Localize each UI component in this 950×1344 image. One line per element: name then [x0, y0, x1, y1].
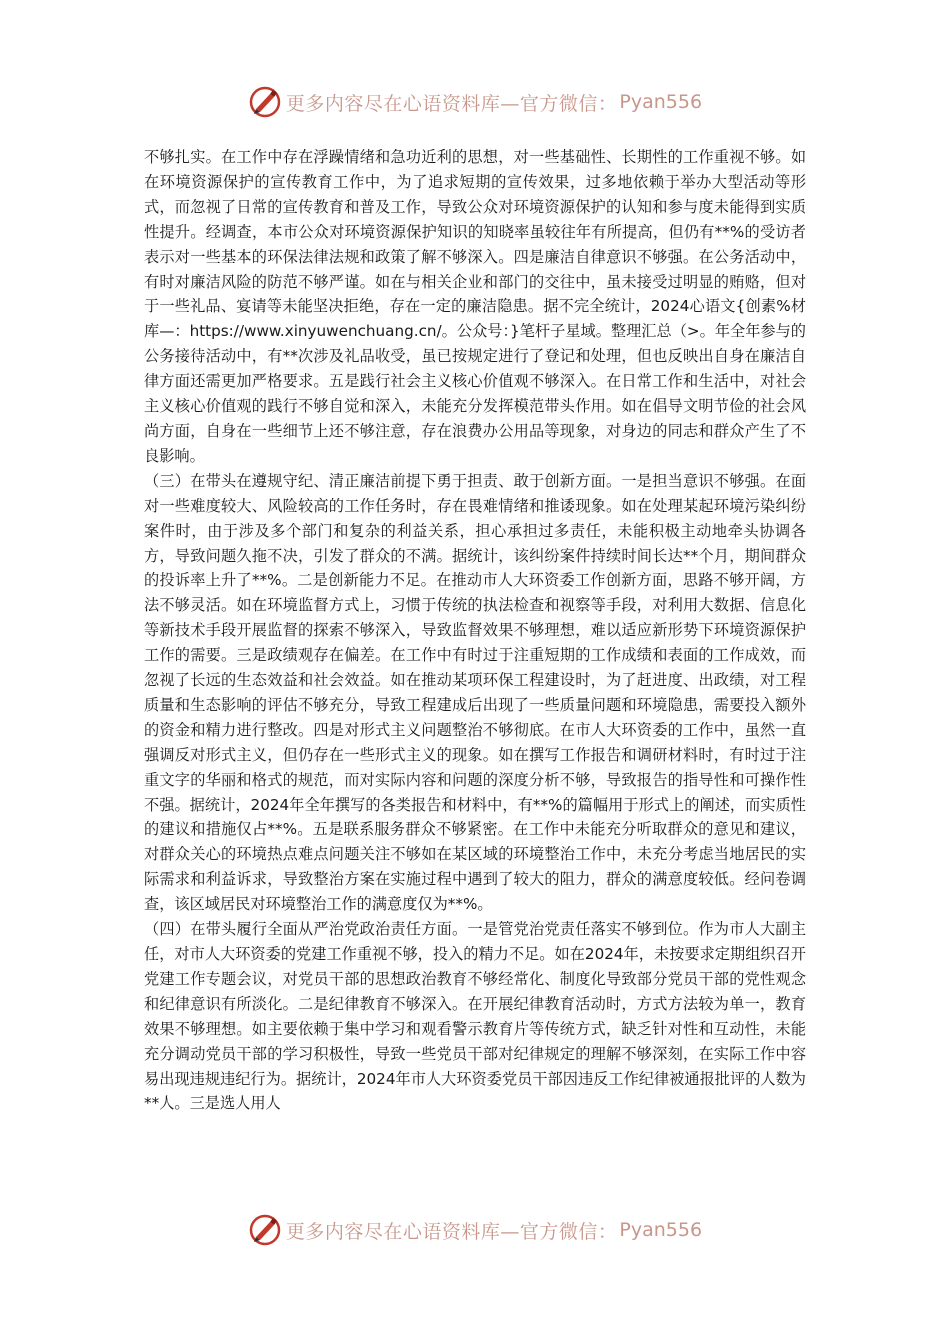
banner-text: 更多内容尽在心语资料库—官方微信： [285, 1220, 618, 1243]
paragraph: （四）在带头履行全面从严治党政治责任方面。一是管党治党责任落实不够到位。作为市人大副主任，对市人大环资委的党建工作重视不够，投入的精力不足。如在2024年，未按要求定期组织召开党建工作专题会议，对党员干部的思想政治教育不够经常化、制度化导致部分党员干部的党性观念和纪律意识有所淡化。二是纪律教育不够深入。在开展纪律教育活动时，方式方法较为单一，教育效果不够理想。如主要依赖于集中学习和观看警示教育片等传统方式，缺乏针对性和互动性，未能充分调动党员干部的学习积极性，导致一些党员干部对纪律规定的理解不够深刻，在实际工作中容易出现违规违纪行为。据统计，2024年市人大环资委党员干部因违反工作纪律被通报批评的人数为**人。三是选人用人 [144, 920, 806, 1113]
banner-text: 更多内容尽在心语资料库—官方微信： [285, 92, 618, 115]
banner-wechat-id: Pyan556 [619, 91, 703, 113]
banner-wechat-id: Pyan556 [619, 1219, 703, 1241]
pen-logo-icon [248, 85, 282, 119]
header-banner [0, 82, 950, 122]
paragraph: （三）在带头在遵规守纪、清正廉洁前提下勇于担责、敢于创新方面。一是担当意识不够强。在面对一些难度较大、风险较高的工作任务时，存在畏难情绪和推诿现象。如在处理某起环境污染纠纷案件时，由于涉及多个部门和复杂的利益关系，担心承担过多责任，未能积极主动地牵头协调各方，导致问题久拖不决，引发了群众的不满。据统计，该纠纷案件持续时间长达**个月，期间群众的投诉率上升了**%。二是创新能力不足。在推动市人大环资委工作创新方面，思路不够开阔，方法不够灵活。如在环境监督方式上，习惯于传统的执法检查和视察等手段，对利用大数据、信息化等新技术手段开展监督的探索不够深入，导致监督效果不够理想，难以适应新形势下环境资源保护工作的需要。三是政绩观存在偏差。在工作中有时过于注重短期的工作成绩和表面的工作成效，而忽视了长远的生态效益和社会效益。如在推动某项环保工程建设时，为了赶进度、出政绩，对工程质量和生态影响的评估不够充分，导致工程建成后出现了一些质量问题和环境隐患，需要投入额外的资金和精力进行整改。四是对形式主义问题整治不够彻底。在市人大环资委的工作中，虽然一直强调反对形式主义，但仍存在一些形式主义的现象。如在撰写工作报告和调研材料时，有时过于注重文字的华丽和格式的规范，而对实际内容和问题的深度分析不够，导致报告的指导性和可操作性不强。据统计，2024年全年撰写的各类报告和材料中，有**%的篇幅用于形式上的阐述，而实质性的建议和措施仅占**%。五是联系服务群众不够紧密。在工作中未能充分听取群众的意见和建议，对群众关心的环境热点难点问题关注不够如在某区域的环境整治工作中，未充分考虑当地居民的实际需求和利益诉求，导致整治方案在实施过程中遇到了较大的阻力，群众的满意度较低。经问卷调查，该区域居民对环境整治工作的满意度仅为**%。 [144, 471, 806, 914]
paragraph: 不够扎实。在工作中存在浮躁情绪和急功近利的思想，对一些基础性、长期性的工作重视不够。如在环境资源保护的宣传教育工作中，为了追求短期的宣传效果，过多地依赖于举办大型活动等形式，而忽视了日常的宣传教育和普及工作，导致公众对环境资源保护的认知和参与度未能得到实质性提升。经调查，本市公众对环境资源保护知识的知晓率虽较往年有所提高，但仍有**%的受访者表示对一些基本的环保法律法规和政策了解不够深入。四是廉洁自律意识不够强。在公务活动中，有时对廉洁风险的防范不够严谨。如在与相关企业和部门的交往中，虽未接受过明显的贿赂，但对于一些礼品、宴请等未能坚决拒绝，存在一定的廉洁隐患。据不完全统计，2024心语文{创素%材库—：https://www.xinyuwenchuang.cn/。公众号：}笔杆子星域。整理汇总（>。年全年参与的公务接待活动中，有**次涉及礼品收受，虽已按规定进行了登记和处理，但也反映出自身在廉洁自律方面还需更加严格要求。五是践行社会主义核心价值观不够深入。在日常工作和生活中，对社会主义核心价值观的践行不够自觉和深入，未能充分发挥模范带头作用。如在倡导文明节俭的社会风尚方面，自身在一些细节上还不够注意，存在浪费办公用品等现象，对身边的同志和群众产生了不良影响。 [144, 148, 806, 465]
footer-banner [0, 1210, 950, 1250]
pen-logo-icon [248, 1213, 282, 1247]
document-body [144, 145, 806, 1116]
